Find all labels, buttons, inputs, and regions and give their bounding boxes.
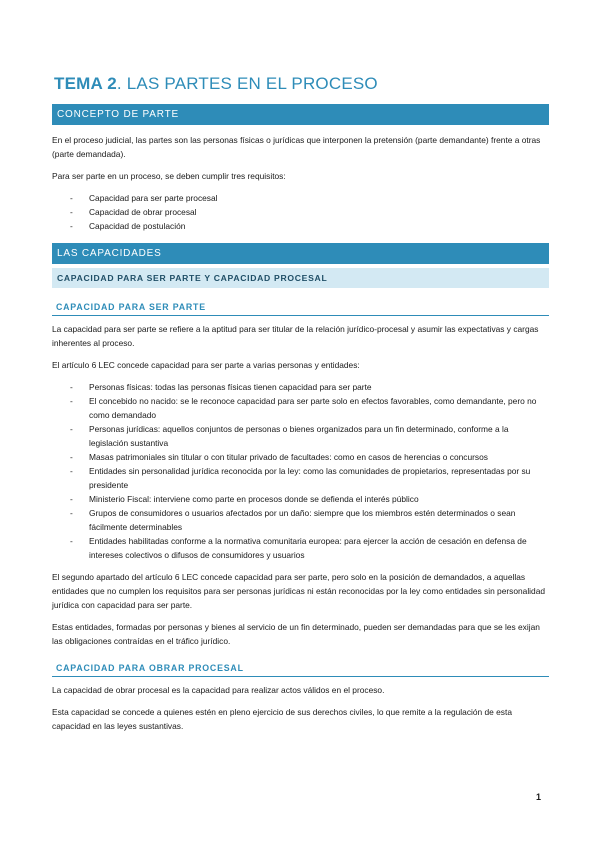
page-number: 1: [536, 792, 542, 802]
paragraph-ser-parte-definicion: La capacidad para ser parte se refiere a la aptitud para ser titular de la relación jurídico-procesal y asumir las expectativas y cargas inherentes al proceso.: [52, 324, 539, 348]
page-title: [54, 72, 549, 96]
heading-capacidad-ser-parte: CAPACIDAD PARA SER PARTE: [52, 301, 549, 316]
title-text: . LAS PARTES EN EL PROCESO: [116, 74, 378, 93]
paragraph-obrar-definicion: La capacidad de obrar procesal es la capacidad para realizar actos válidos en el proceso.: [52, 685, 385, 695]
section-heading-concepto: CONCEPTO DE PARTE: [52, 104, 549, 125]
list-item: - Capacidad de obrar procesal: [52, 205, 549, 219]
entidades-list: [52, 380, 549, 562]
list-item: - Grupos de consumidores o usuarios afectados por un daño: siempre que los miembros estén determinados o sean fácilmente determinables: [52, 506, 549, 534]
paragraph-requisitos-intro: Para ser parte en un proceso, se deben cumplir tres requisitos:: [52, 171, 286, 181]
list-item: - El concebido no nacido: se le reconoce capacidad para ser parte solo en efectos favorables, como demandante, pero no como demandado: [52, 394, 549, 422]
title-topic: TEMA 2: [54, 74, 117, 93]
list-item: - Masas patrimoniales sin titular o con titular privado de facultades: como en casos de herencias o concursos: [52, 450, 549, 464]
heading-capacidad-obrar: CAPACIDAD PARA OBRAR PROCESAL: [52, 662, 549, 677]
list-item: - Personas físicas: todas las personas físicas tienen capacidad para ser parte: [52, 380, 549, 394]
list-item: - Capacidad de postulación: [52, 219, 549, 233]
paragraph-concepto-definicion: En el proceso judicial, las partes son las personas físicas o jurídicas que interponen la pretensión (parte demandante) frente a otras (parte demandada).: [52, 135, 541, 159]
list-item: - Ministerio Fiscal: interviene como parte en procesos donde se defienda el interés público: [52, 492, 549, 506]
list-item: - Capacidad para ser parte procesal: [52, 191, 549, 205]
list-item: - Personas jurídicas: aquellos conjuntos de personas o bienes organizados para un fin determinado, conforme a la legislación sustantiva: [52, 422, 549, 450]
paragraph-articulo-6: El artículo 6 LEC concede capacidad para ser parte a varias personas y entidades:: [52, 360, 360, 370]
list-item: - Entidades habilitadas conforme a la normativa comunitaria europea: para ejercer la acción de cesación en defensa de intereses colectivos o difusos de consumidores y usuarios: [52, 534, 549, 562]
subsection-heading: CAPACIDAD PARA SER PARTE Y CAPACIDAD PROCESAL: [52, 268, 549, 288]
section-heading-capacidades: LAS CAPACIDADES: [52, 243, 549, 264]
paragraph-segundo-apartado: El segundo apartado del artículo 6 LEC concede capacidad para ser parte, pero solo en la posición de demandados, a aquellas entidades que no cumplen los requisitos para ser personas jurídicas ni están reconocidas por la ley como entidades sin personalidad jurídica con capacidad para ser parte.: [52, 572, 546, 610]
list-item: - Entidades sin personalidad jurídica reconocida por la ley: como las comunidades de propietarios, representadas por su presidente: [52, 464, 549, 492]
page-content: [52, 72, 549, 733]
paragraph-obrar-derechos-civiles: Esta capacidad se concede a quienes estén en pleno ejercicio de sus derechos civiles, lo que remite a la regulación de esta capacidad en las leyes sustantivas.: [52, 707, 512, 731]
requisitos-list: [52, 191, 549, 233]
paragraph-entidades-demandadas: Estas entidades, formadas por personas y bienes al servicio de un fin determinado, pueden ser demandadas para que se les exijan las obligaciones contraídas en el tráfico jurídico.: [52, 622, 540, 646]
